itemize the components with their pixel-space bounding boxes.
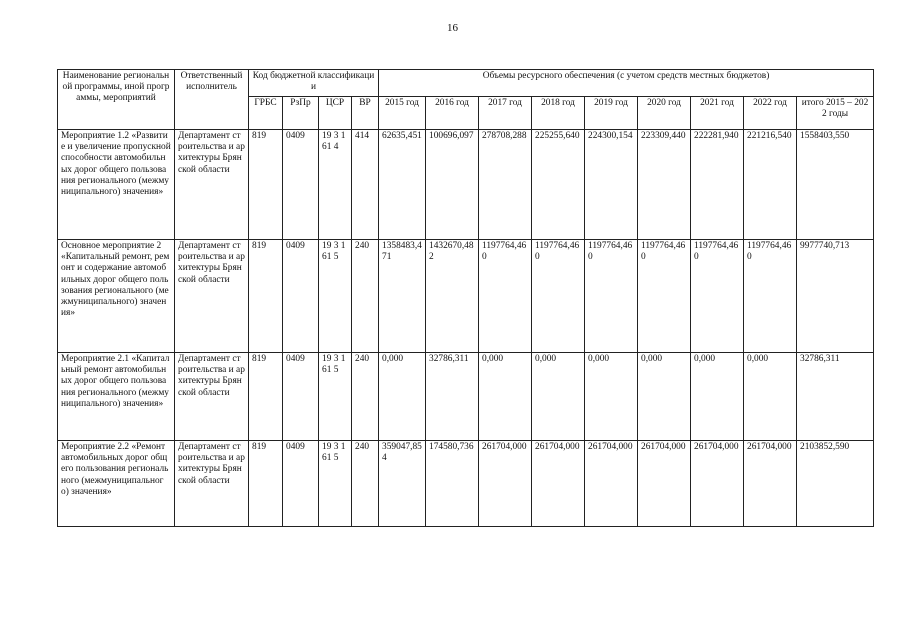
row-vr: 414: [352, 130, 379, 240]
row-csr: 19 3 161 5: [319, 240, 352, 353]
row-value-2022: 221216,540: [744, 130, 797, 240]
page-number: 16: [447, 22, 458, 34]
row-value-2020: 261704,000: [638, 441, 691, 527]
row-rzpr: 0409: [283, 130, 319, 240]
row-csr: 19 3 161 4: [319, 130, 352, 240]
table-row: [58, 441, 874, 527]
row-value-2016: 174580,736: [426, 441, 479, 527]
row-csr: 19 3 161 5: [319, 441, 352, 527]
row-value-2017: 0,000: [479, 353, 532, 441]
header-year-2016: 2016 год: [426, 97, 479, 130]
row-value-2016: 1432670,482: [426, 240, 479, 353]
row-value-2018: 261704,000: [532, 441, 585, 527]
row-value-2022: 261704,000: [744, 441, 797, 527]
header-year-2018: 2018 год: [532, 97, 585, 130]
row-executor: Департамент строительства и архитектуры Брянской области: [175, 353, 249, 441]
header-total: итого 2015 – 2022 годы: [797, 97, 874, 130]
row-value-2020: 1197764,460: [638, 240, 691, 353]
budget-table: [57, 69, 874, 527]
header-vr: ВР: [352, 97, 379, 130]
row-name: Мероприятие 2.2 «Ремонт автомобильных дорог общего пользования регионального (межмуниципального) значения»: [58, 441, 175, 527]
row-grbs: 819: [249, 441, 283, 527]
row-value-2016: 32786,311: [426, 353, 479, 441]
row-value-2022: 1197764,460: [744, 240, 797, 353]
row-value-2015: 0,000: [379, 353, 426, 441]
table-row: [58, 240, 874, 353]
row-vr: 240: [352, 240, 379, 353]
header-year-2015: 2015 год: [379, 97, 426, 130]
row-csr: 19 3 161 5: [319, 353, 352, 441]
table-row: [58, 353, 874, 441]
row-rzpr: 0409: [283, 240, 319, 353]
header-budget-code: Код бюджетной классификации: [249, 70, 379, 97]
row-vr: 240: [352, 353, 379, 441]
row-value-2019: 1197764,460: [585, 240, 638, 353]
row-vr: 240: [352, 441, 379, 527]
row-grbs: 819: [249, 240, 283, 353]
header-year-2017: 2017 год: [479, 97, 532, 130]
row-executor: Департамент строительства и архитектуры Брянской области: [175, 441, 249, 527]
header-grbs: ГРБС: [249, 97, 283, 130]
row-value-total: 1558403,550: [797, 130, 874, 240]
header-row: [58, 70, 874, 97]
row-value-2021: 222281,940: [691, 130, 744, 240]
row-grbs: 819: [249, 130, 283, 240]
header-name: Наименование региональной программы, иной программы, мероприятий: [58, 70, 175, 130]
row-value-2015: 359047,854: [379, 441, 426, 527]
row-value-2015: 62635,451: [379, 130, 426, 240]
row-value-2019: 0,000: [585, 353, 638, 441]
row-value-2019: 261704,000: [585, 441, 638, 527]
row-value-2017: 1197764,460: [479, 240, 532, 353]
row-value-2017: 261704,000: [479, 441, 532, 527]
header-resources: Объемы ресурсного обеспечения (с учетом средств местных бюджетов): [379, 70, 874, 97]
header-year-2020: 2020 год: [638, 97, 691, 130]
row-value-2018: 1197764,460: [532, 240, 585, 353]
row-executor: Департамент строительства и архитектуры Брянской области: [175, 240, 249, 353]
row-name: Мероприятие 2.1 «Капитальный ремонт автомобильных дорог общего пользования регионального (межмуниципального) значения»: [58, 353, 175, 441]
row-rzpr: 0409: [283, 353, 319, 441]
row-value-2020: 0,000: [638, 353, 691, 441]
row-executor: Департамент строительства и архитектуры Брянской области: [175, 130, 249, 240]
row-value-2019: 224300,154: [585, 130, 638, 240]
row-value-2021: 0,000: [691, 353, 744, 441]
header-year-2022: 2022 год: [744, 97, 797, 130]
row-value-total: 2103852,590: [797, 441, 874, 527]
header-year-2021: 2021 год: [691, 97, 744, 130]
row-value-total: 32786,311: [797, 353, 874, 441]
header-rzpr: РзПр: [283, 97, 319, 130]
row-value-2022: 0,000: [744, 353, 797, 441]
header-year-2019: 2019 год: [585, 97, 638, 130]
row-value-2015: 1358483,471: [379, 240, 426, 353]
header-executor: Ответственный исполнитель: [175, 70, 249, 130]
table-row: [58, 130, 874, 240]
row-rzpr: 0409: [283, 441, 319, 527]
row-name: Основное мероприятие 2 «Капитальный ремонт, ремонт и содержание автомобильных дорог общего пользования регионального (межмуниципального) значения»: [58, 240, 175, 353]
row-value-2017: 278708,288: [479, 130, 532, 240]
row-value-total: 9977740,713: [797, 240, 874, 353]
row-value-2018: 0,000: [532, 353, 585, 441]
row-value-2016: 100696,097: [426, 130, 479, 240]
row-value-2021: 261704,000: [691, 441, 744, 527]
header-csr: ЦСР: [319, 97, 352, 130]
row-grbs: 819: [249, 353, 283, 441]
row-value-2021: 1197764,460: [691, 240, 744, 353]
row-name: Мероприятие 1.2 «Развитие и увеличение пропускной способности автомобильных дорог общего пользования регионального (межмуниципального) значения»: [58, 130, 175, 240]
row-value-2018: 225255,640: [532, 130, 585, 240]
row-value-2020: 223309,440: [638, 130, 691, 240]
